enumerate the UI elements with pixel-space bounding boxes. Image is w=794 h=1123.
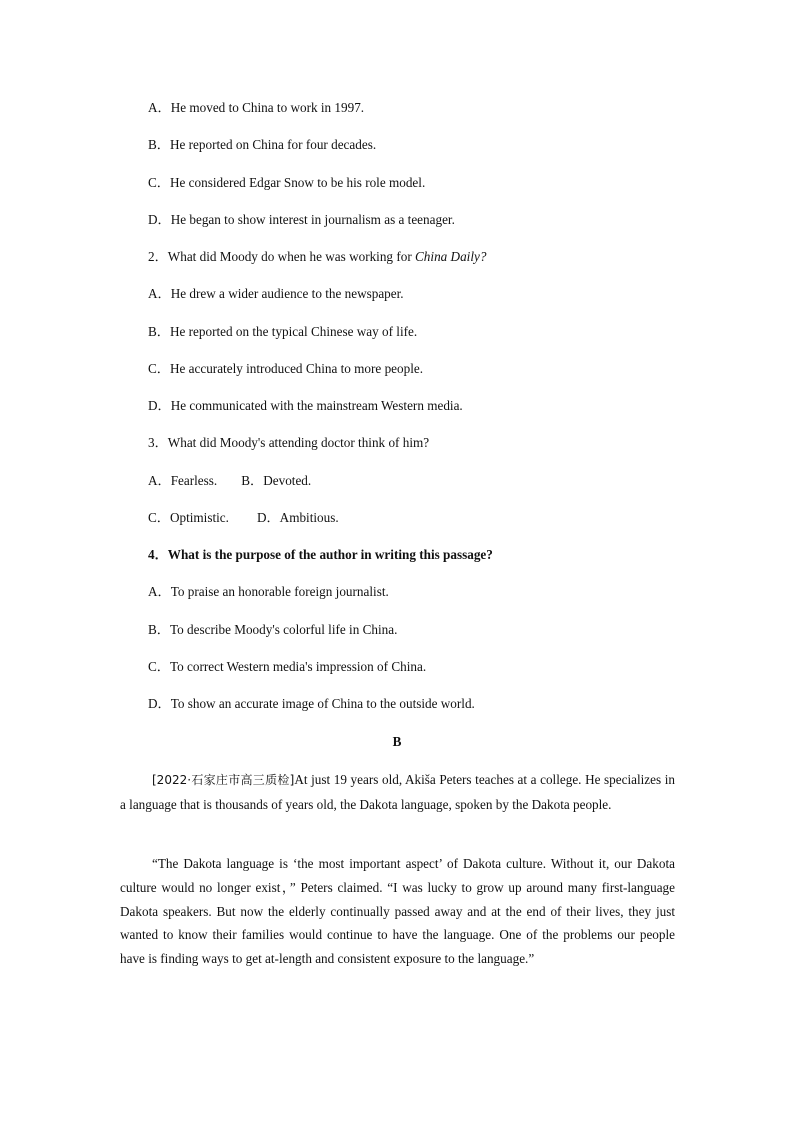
paragraph-1-text: At just 19 years old, Akiša Peters teaches at a college. He specializes in a language that is thousands of years old, the Dakota language, spoken by the Dakota people. <box>120 772 675 812</box>
q4-option-b: B．To describe Moody's colorful life in China. <box>148 622 398 637</box>
passage-paragraph-1 <box>120 768 675 817</box>
q4-option-c: C．To correct Western media's impression of China. <box>148 659 427 674</box>
passage-paragraph-2: “The Dakota language is ‘the most important aspect’ of Dakota culture. Without it, our Dakota culture would no longer exist，” Peters claimed. “I was lucky to grow up around many first-language Dakota speakers. But now the elderly continually passed away and at the end of their lives, they just wanted to know their families would continue to have the language. One of the problems our people have is finding ways to get at-length and consistent exposure to the language.” <box>120 856 675 967</box>
q2-option-d: D．He communicated with the mainstream Western media. <box>148 398 463 413</box>
q3-options-cd <box>148 509 339 527</box>
q4-option-a: A．To praise an honorable foreign journalist. <box>148 584 389 599</box>
section-heading: B <box>392 734 402 749</box>
q1-option-d: D．He began to show interest in journalism as a teenager. <box>148 212 455 227</box>
q2-stem <box>148 248 486 266</box>
q1-option-c: C．He considered Edgar Snow to be his role model. <box>148 175 426 190</box>
q4-stem: 4．What is the purpose of the author in writing this passage? <box>148 547 493 562</box>
q3-option-a: A．Fearless. <box>148 473 218 488</box>
q3-option-b: B．Devoted. <box>241 473 312 488</box>
q2-option-c: C．He accurately introduced China to more people. <box>148 361 424 376</box>
q1-option-b: B．He reported on China for four decades. <box>148 137 377 152</box>
q2-option-a: A．He drew a wider audience to the newspaper. <box>148 286 404 301</box>
q2-stem-newspaper: China Daily? <box>415 249 487 264</box>
q4-option-d: D．To show an accurate image of China to the outside world. <box>148 696 475 711</box>
q3-options-ab <box>148 472 311 490</box>
q2-option-b: B．He reported on the typical Chinese way of life. <box>148 324 418 339</box>
source-tag: [2022·石家庄市高三质检] <box>152 773 295 787</box>
q3-stem: 3．What did Moody's attending doctor think of him? <box>148 435 430 450</box>
q1-option-a: A．He moved to China to work in 1997. <box>148 100 365 115</box>
q2-stem-text: 2．What did Moody do when he was working for <box>148 249 416 264</box>
q3-option-d: D．Ambitious. <box>256 510 339 525</box>
q3-option-c: C．Optimistic. <box>148 510 229 525</box>
